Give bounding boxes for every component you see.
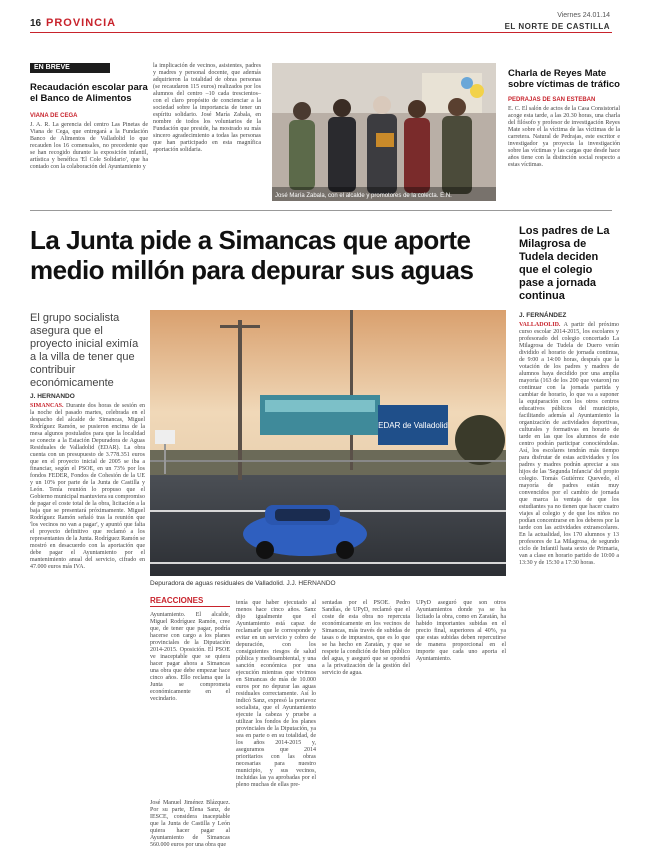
main-subhead: El grupo socialista asegura que el proyecto inicial eximía a la villa de tener que contribuir económicamente	[30, 312, 139, 389]
reactions-column-1: Ayuntamiento. El alcalde, Miguel Rodríguez Ramón, cree que, de tener que pagar, podría hacerse con cargo a los planes provinciales de la Diputación 2014-2015. Oposición. El PSOE ve inaceptable que se quiera hacer pagar ahora a Simancas una obra que debe empezar hace cinco años. Ello reclama que la Junta se comprometa económicamente en el vecindario.	[150, 612, 230, 702]
brief-right-body: E. C. El salón de actos de la Casa Consistorial acoge esta tarde, a las 20.30 horas, una charla del filósofo y profesor de investigación Reyes Mate sobre el la víctima de las víctimas de la carretera. Natural de Pedrajas, este escritor e investigador ya proyecta la investigación sobre las víctimas y las cargas que desde hace años tiene con la distinción social respecto a estas víctimas.	[508, 106, 620, 168]
side-story-byline: J. FERNÁNDEZ	[519, 312, 567, 319]
reactions-footer: José Manuel Jiménez Blázquez. Por su parte, Elena Sanz, de IESCE, considera inaceptable que la Junta de Castilla y León quiera hacer pagar al Ayuntamiento de Simancas 560.000 euros por una obra que	[150, 800, 230, 848]
reactions-column-3: sentadas por el PSOE. Pedro Sandías, de UPyD, reclamó que el coste de esta obra no repercuta económicamente en los vecinos de Simancas, más través de subidas de tasas o de impuestos, que es lo que se ha hecho en Zaratán, y que se respete la condición de bien público del agua, y aseguró que se opondrá a la privatización de la gestión del servicio de agua.	[322, 600, 410, 676]
main-byline: J. HERNANDO	[30, 393, 75, 400]
main-headline: La Junta pide a Simancas que aporte medio millón para depurar sus aguas	[30, 225, 474, 285]
reactions-rule	[150, 606, 230, 607]
header-rule	[30, 32, 612, 33]
brief-mid-body: la implicación de vecinos, asistentes, padres y madres y personal docente, que además adquirieron la totalidad de obras personas (se recaudaron 115 euros) realizados por los alumnos del centro –10 cada trescientos– con el claro propósito de concienciar a la sociedad sobre la importancia de tener un espíritu solidario. José María Zabala, en nombre de todos los voluntarios de la Fundación que preside, ha mostrado su más sincero agradecimiento a todas las personas que han participado en esta magnífica aportación solidaria.	[153, 63, 261, 153]
brief-left-body: J. A. R. La gerencia del centro Las Pinetas de Viana de Cega, que entregará a la Fundación Banco de Alimentos de Valladolid lo que recauden los 16 comensales, no precedente que se han recogido durante la exposición infantil, artística y benéfica 'El Cole Solidario', que ha contado con la colaboración del Ayuntamiento y	[30, 122, 148, 170]
en-breve-tag: EN BREVE	[30, 63, 110, 73]
issue-date: Viernes 24.01.14	[557, 12, 610, 19]
edar-sign-text: EDAR de Valladolid	[378, 421, 448, 430]
main-story-body	[30, 403, 145, 571]
main-story-location: SIMANCAS.	[30, 403, 64, 409]
side-story-body	[519, 322, 619, 567]
main-story-text: Durante dos horas de sesión en la noche del pasado martes, celebrada en el despacho del alcalde de Simancas, Miguel Rodríguez Ramón, se pusieron encima de la mesa algunos postulados para que la localidad se conecte a la Estación Depuradora de Aguas Residuales de Valladolid (EDAR). La obra cuenta con un presupuesto de 3.778.351 euros que en el proyecto inicial de 2005 se iba a financiar, según el PSOE, en un 73% por los fondos FEDER, Fondos de Cohesión de la UE y un 10% por parte de la Junta de Castilla y León. Tenía reunión lo propuso que el Gobierno municipal mantuviera su compromiso de pagar el coste total de la obra, licitación a la baja que se presentará próximamente. Miguel Rodríguez Ramón señaló tras la reunión que 'los vecinos no van a pagar', y apuntó que falta el proyecto definitivo que reclamó a los representantes de la Junta. Rodríguez Ramón se mostró en desacuerdo con la aportación que debe pagar el Ayuntamiento por el mantenimiento anual del servicio, cifrado en 47.000 euros más IVA.	[30, 403, 146, 570]
brief-left-title: Recaudación escolar para el Banco de Alimentos	[30, 82, 148, 104]
brief-left-location: VIANA DE CEGA	[30, 113, 78, 119]
brief-right-location: PEDRAJAS DE SAN ESTEBAN	[508, 97, 596, 103]
side-story-location: VALLADOLID.	[519, 322, 561, 328]
sewage-plant-photo	[150, 310, 506, 576]
reactions-column-2: tenía que haber ejecutado al menos hace cinco años. Sanz dijo igualmente que el Ayuntamiento está capaz de reclamarle que le corresponde y evitar en un servicio y cobro de depuración, con los consiguientes riesgos de salud pública y medioambiental, y una sanción económica por una ejecución mientras que vivimos en Simancas de más de 10.000 euros por no depurar las aguas residuales correctamente. Así lo indicó Sanz, expresó la portavoz socialista, que el Ayuntamiento ejecute la cabeza y pruebe a utilizar los fondos de los planes provinciales de la Diputación, ya sea en parte o en su totalidad, de los años 2014-2015 y, aseguramos que 2014 prioritarios con las obras necesarias para nuestro municipio, y sus vecinos, incluidas las ya aprobadas por el pleno muchas de ellas pre-	[236, 600, 316, 788]
page-number: 16	[30, 18, 42, 29]
side-story-text: A partir del próximo curso escolar 2014-2015, los escolares y profesorado del colegio concertado La Milagrosa de Tudela de Duero verán dividido el horario de jornada continua, de 9:00 a 14:00 horas, después que la votación de los padres y madres de alumnos haya decidido por una amplia mayoría (163 de los 200 que votaron) no continuar con la jornada partida y cambiar de horario, lo que va a suponer la equiparación con los otros centros educativos públicos del municipio, facilitando además al Ayuntamiento la organización de actividades deportivas, culturales y formativas en horario de tarde en las que los alumnos de este centro podrán participar conociéndolas. Así, los escolares tendrán más tiempo para disfrutar de estas actividades y los padres y madres podrán apreciar a sus hijos de las 'Segunda Infancia' del propio colegio. Tomás Gutiérrez Quevedo, el mayoría de padres están muy convencidos por el cambio de jornada que marca la ventaja de que los estudiantes ya no tienen que hacer cuatro viajes al colegio y de que los niños no podían concentrarse en los deberes por la tarde con las actividades extraescolares. En la actualidad, los 170 alumnos y 13 profesores de La Milagrosa, de segundo ciclo de Infantil hasta sexto de Primaria, van a clase en horario partido de 10:00 a 13:30 y de 15:30 a 17:30 horas.	[519, 322, 619, 566]
reactions-column-4: UPyD aseguró que son otros Ayuntamientos donde ya se ha licitado la obra, como en Zaratán, ha habido importantes subidas en el precio final, superiores al 40%, ya que estas subidas deben repercutirse de manera proporcional en el importe que cada uno aporta el Ayuntamiento.	[416, 600, 506, 662]
section-title: PROVINCIA	[46, 17, 117, 29]
group-photo-caption: José María Zabala, con el alcalde y promotores de la colecta. E.N.	[275, 193, 452, 199]
reactions-heading: REACCIONES	[150, 596, 204, 605]
group-photo	[272, 63, 496, 201]
side-story-title: Los padres de La Milagrosa de Tudela deciden que el colegio pase a jornada continua	[519, 225, 610, 302]
publication-name: EL NORTE DE CASTILLA	[504, 22, 610, 31]
section-divider	[30, 210, 612, 211]
sewage-plant-caption: Depuradora de aguas residuales de Valladolid. J.J. HERNANDO	[150, 580, 336, 587]
brief-right-title: Charla de Reyes Mate sobre víctimas de tráfico	[508, 68, 620, 90]
